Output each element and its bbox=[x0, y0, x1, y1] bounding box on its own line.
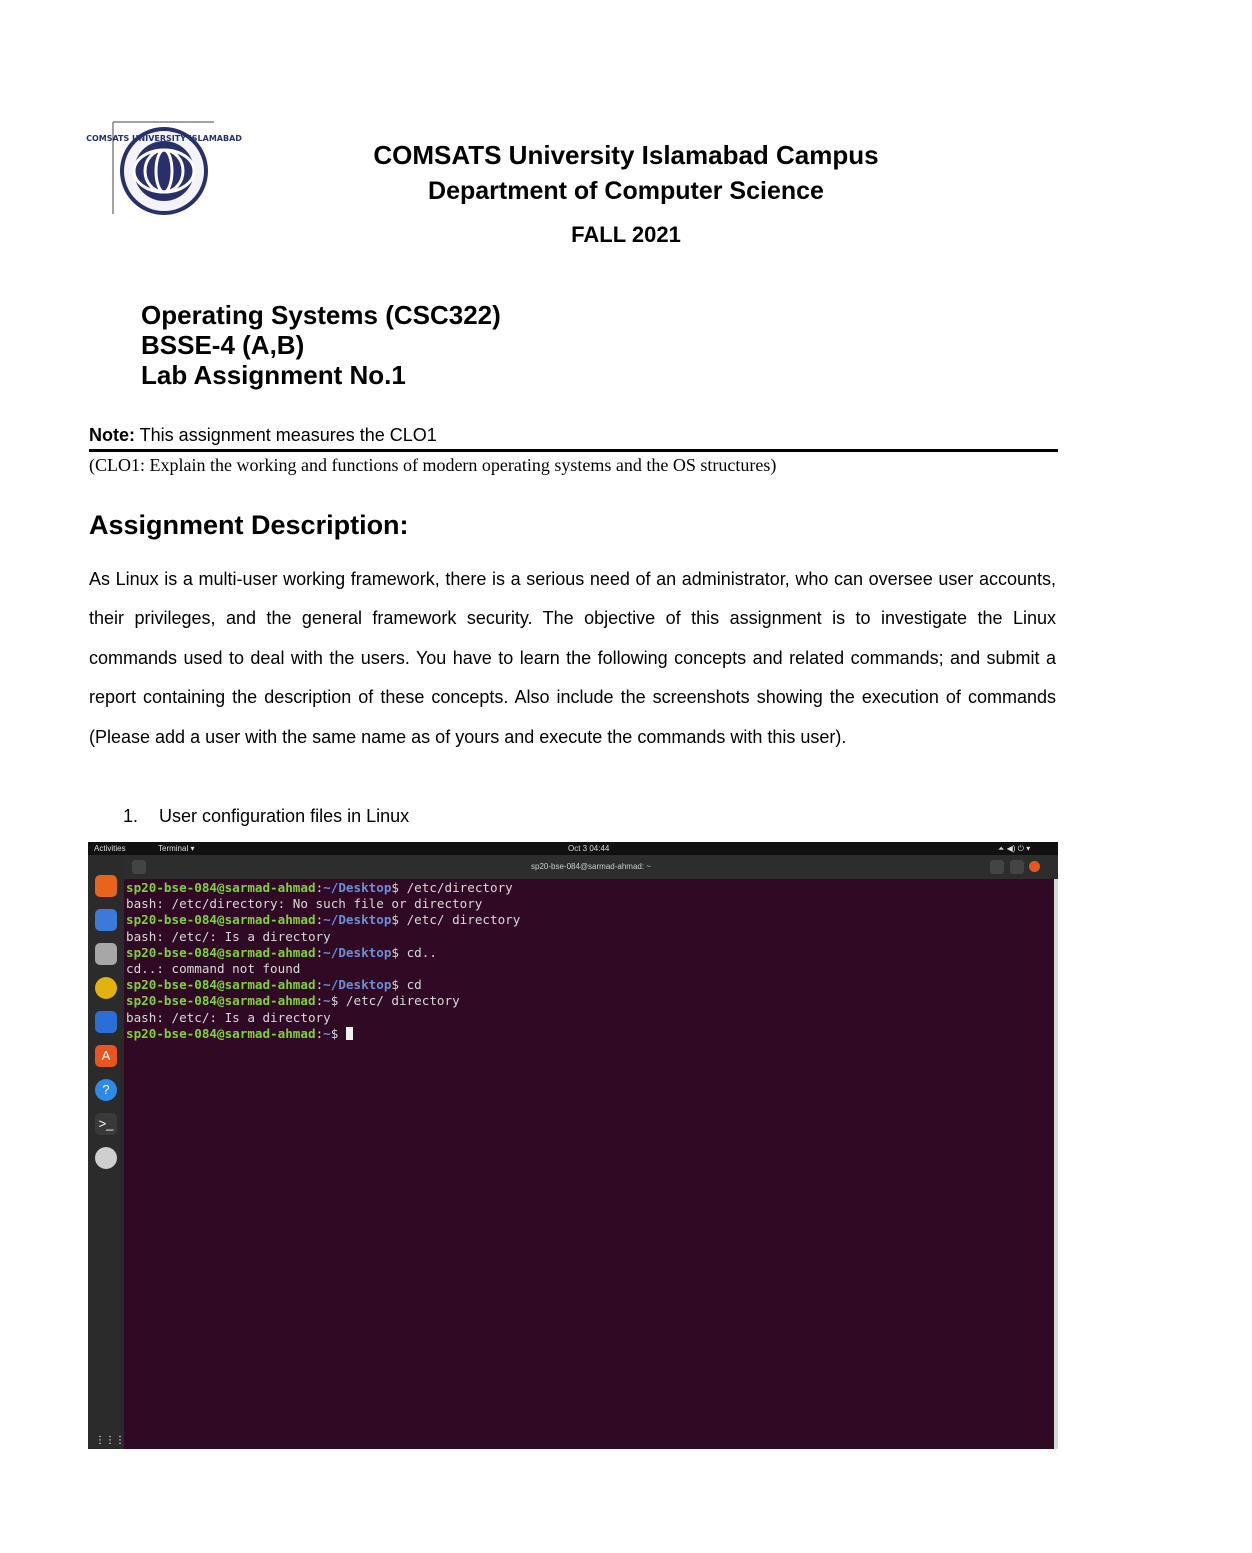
list-item bbox=[123, 806, 410, 827]
disc-icon[interactable] bbox=[95, 1147, 117, 1169]
command-text: cd.. bbox=[399, 944, 437, 960]
dock bbox=[88, 855, 124, 1449]
course-title: Operating Systems (CSC322) bbox=[141, 300, 501, 330]
terminal-line: cd..: command not found bbox=[126, 961, 301, 977]
help-icon[interactable]: ? bbox=[95, 1079, 117, 1101]
terminal-screenshot bbox=[88, 842, 1058, 1449]
department-name: Department of Computer Science bbox=[428, 177, 824, 205]
prompt-user: sp20-bse-084@sarmad-ahmad bbox=[126, 880, 316, 895]
semester: FALL 2021 bbox=[571, 222, 681, 247]
cursor bbox=[346, 1027, 353, 1040]
terminal-line: sp20-bse-084@sarmad-ahmad:~/Desktop$ cd.. bbox=[126, 944, 437, 960]
menu-icon bbox=[1010, 860, 1024, 874]
command-text: /etc/ directory bbox=[399, 912, 521, 928]
files-icon[interactable] bbox=[95, 943, 117, 965]
section-title: Assignment Description: bbox=[89, 510, 409, 540]
command-text: /etc/directory bbox=[399, 880, 513, 895]
assignment-title: Lab Assignment No.1 bbox=[141, 360, 406, 390]
app-grid-icon[interactable]: ⋮⋮⋮ bbox=[95, 1435, 125, 1446]
status-icons: ⏶ ◀) ⏻ ▾ bbox=[998, 844, 1031, 853]
prompt-path: ~ bbox=[323, 1025, 331, 1041]
prompt-user: sp20-bse-084@sarmad-ahmad bbox=[126, 944, 316, 960]
note-text: This assignment measures the CLO1 bbox=[135, 425, 437, 445]
note-label: Note: bbox=[89, 425, 135, 445]
system-topbar bbox=[88, 842, 1058, 855]
window-title: sp20-bse-084@sarmad-ahmad: ~ bbox=[531, 862, 651, 871]
terminal-line: sp20-bse-084@sarmad-ahmad:~/Desktop$ /etc/ directory bbox=[126, 912, 521, 928]
thunderbird-icon[interactable] bbox=[95, 909, 117, 931]
terminal-line: sp20-bse-084@sarmad-ahmad:~$ /etc/ directory bbox=[126, 993, 460, 1009]
search-icon bbox=[990, 860, 1004, 874]
command-text bbox=[338, 1026, 346, 1041]
prompt-user: sp20-bse-084@sarmad-ahmad bbox=[126, 1025, 316, 1041]
terminal-icon[interactable]: >_ bbox=[95, 1113, 117, 1135]
terminal-line: sp20-bse-084@sarmad-ahmad:~/Desktop$ /etc/directory bbox=[126, 880, 513, 895]
university-name: COMSATS University Islamabad Campus bbox=[373, 140, 879, 170]
scrollbar bbox=[1054, 879, 1058, 1449]
prompt-user: sp20-bse-084@sarmad-ahmad bbox=[126, 993, 316, 1009]
class-section: BSSE-4 (A,B) bbox=[141, 330, 305, 360]
command-text: cd bbox=[399, 977, 422, 993]
writer-icon[interactable] bbox=[95, 1011, 117, 1033]
note bbox=[89, 425, 437, 446]
software-icon[interactable]: A bbox=[95, 1045, 117, 1067]
clock: Oct 3 04:44 bbox=[568, 844, 610, 853]
terminal-line: sp20-bse-084@sarmad-ahmad:~$ bbox=[126, 1026, 1054, 1042]
assignment-description: As Linux is a multi-user working framework, there is a serious need of an administrator, who can oversee user accounts, their privileges, and the general framework security. The objective of this assignment is to investigate the Linux commands used to deal with the users. You have to learn the following concepts and related commands; and submit a report containing the description of these concepts. Also include the screenshots showing the execution of commands (Please add a user with the same name as of yours and execute the commands with this user). bbox=[89, 569, 1056, 747]
app-menu: Terminal ▾ bbox=[158, 844, 195, 853]
prompt-path: ~/Desktop bbox=[323, 912, 392, 928]
terminal-output bbox=[126, 880, 1054, 1042]
divider bbox=[89, 449, 1058, 452]
terminal-line: bash: /etc/directory: No such file or directory bbox=[126, 896, 483, 912]
terminal-line: bash: /etc/: Is a directory bbox=[126, 1009, 331, 1025]
prompt-user: sp20-bse-084@sarmad-ahmad bbox=[126, 912, 316, 928]
activities-label: Activities bbox=[94, 844, 126, 853]
close-icon bbox=[1029, 861, 1040, 872]
rhythmbox-icon[interactable] bbox=[95, 977, 117, 999]
prompt-path: ~/Desktop bbox=[323, 977, 392, 993]
prompt-user: sp20-bse-084@sarmad-ahmad bbox=[126, 977, 316, 993]
terminal-line: bash: /etc/: Is a directory bbox=[126, 928, 331, 944]
prompt-path: ~ bbox=[323, 993, 331, 1009]
command-text: /etc/ directory bbox=[338, 993, 460, 1009]
prompt-path: ~/Desktop bbox=[323, 944, 392, 960]
logo-text: COMSATS UNIVERSITY ISLAMABAD bbox=[86, 134, 242, 143]
terminal-line: sp20-bse-084@sarmad-ahmad:~/Desktop$ cd bbox=[126, 977, 422, 993]
firefox-icon[interactable] bbox=[95, 875, 117, 897]
clo-statement: (CLO1: Explain the working and functions of modern operating systems and the OS structures) bbox=[89, 455, 777, 475]
prompt-path: ~/Desktop bbox=[323, 880, 392, 895]
list-text: User configuration files in Linux bbox=[159, 806, 410, 826]
terminal-titlebar bbox=[124, 855, 1058, 879]
list-number: 1. bbox=[123, 806, 139, 826]
